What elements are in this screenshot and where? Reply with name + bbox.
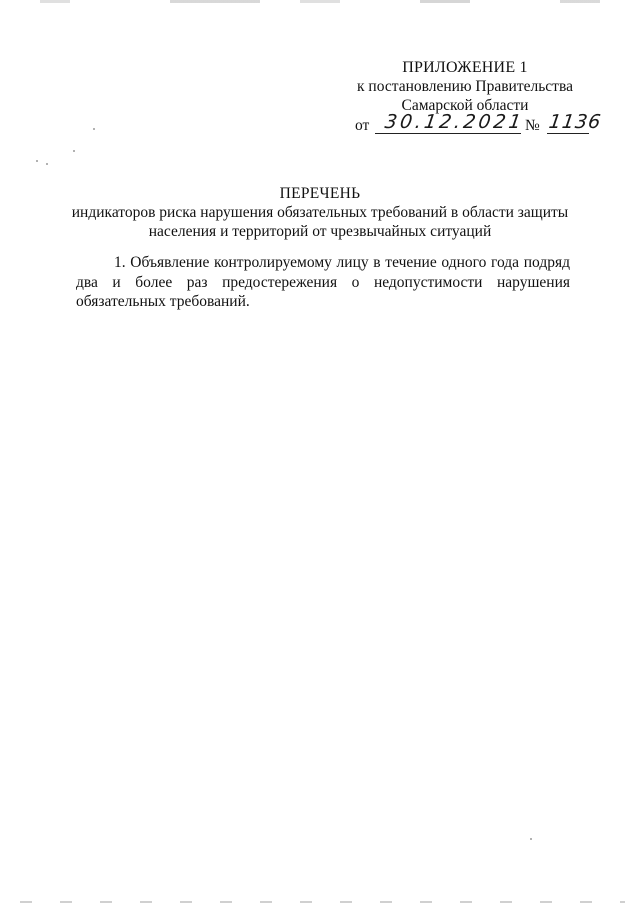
date-prefix: от (355, 117, 370, 134)
appendix-date-row (343, 113, 603, 137)
number-field (547, 111, 603, 134)
number-sign: № (525, 117, 540, 134)
scan-speck (93, 128, 95, 130)
paragraph-line: два и более раз предостережения о недопустимости нарушения (76, 273, 570, 291)
scan-artifact-top (0, 0, 640, 3)
handwritten-date: 30.12.2021 (383, 111, 526, 133)
date-field (375, 111, 526, 134)
appendix-region-line: Самарской области (401, 97, 529, 114)
scan-speck (73, 150, 75, 152)
handwritten-number: 1136 (547, 111, 603, 133)
scan-speck (36, 160, 38, 162)
paragraph-line: обязательных требований. (76, 293, 250, 310)
scan-artifact-bottom (20, 901, 625, 903)
document-subtitle-line-2: населения и территорий от чрезвычайных ситуаций (148, 223, 492, 240)
scan-speck (46, 163, 48, 165)
scan-speck (530, 838, 532, 840)
document-subtitle-line-1: индикаторов риска нарушения обязательных требований в области защиты (71, 204, 569, 221)
indicator-paragraph (76, 253, 570, 312)
document-heading: ПЕРЕЧЕНЬ (279, 185, 361, 202)
appendix-resolution-line: к постановлению Правительства (357, 78, 573, 95)
paragraph-line: 1. Объявление контролируемому лицу в течение одного года подряд (114, 254, 570, 271)
appendix-title: ПРИЛОЖЕНИЕ 1 (402, 59, 528, 76)
appendix-header (340, 58, 590, 115)
